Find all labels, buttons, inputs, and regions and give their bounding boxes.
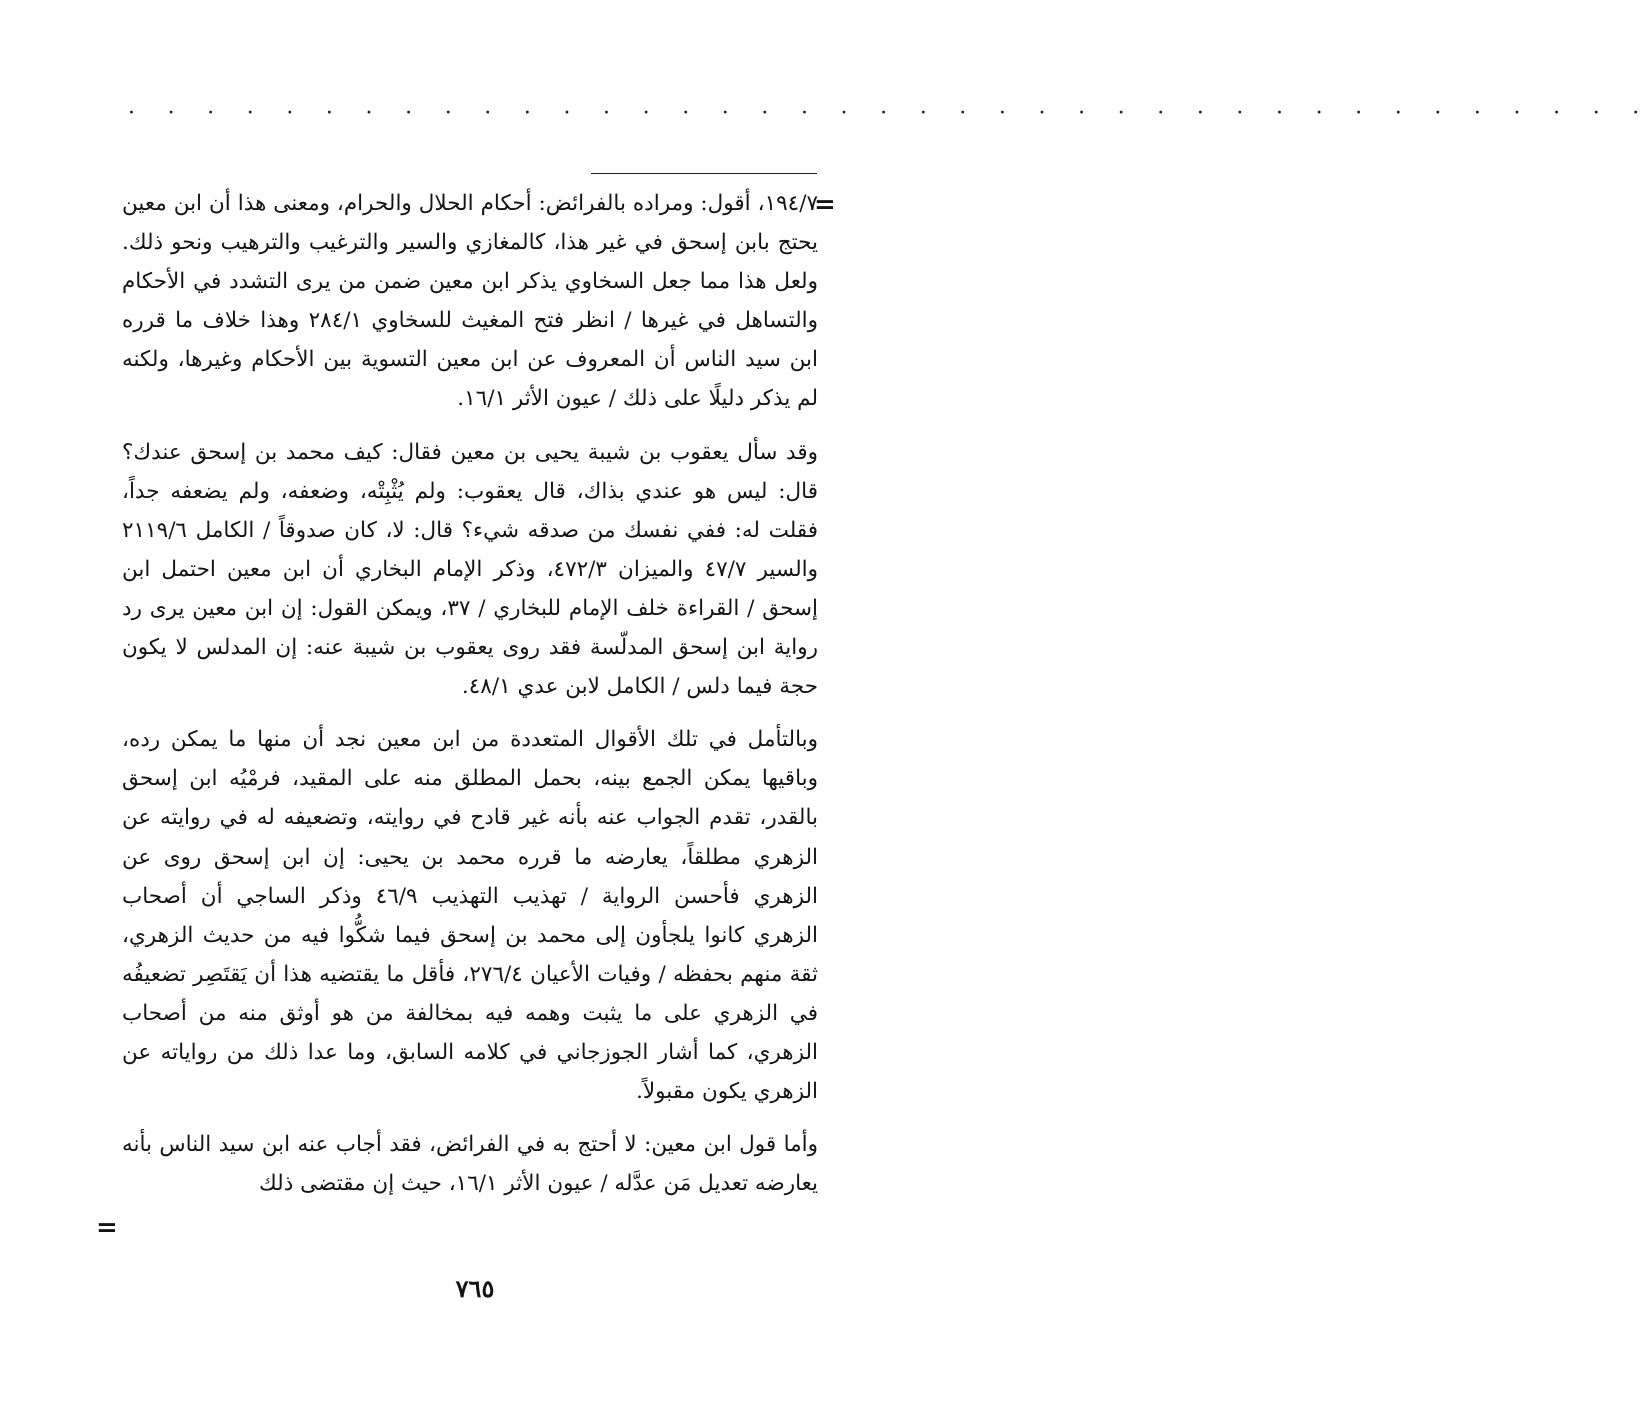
continuation-mark-start: = xyxy=(814,190,836,220)
footnote-text xyxy=(122,184,818,1203)
paragraph-1: ١٩٤/٧، أقول: ومراده بالفرائض: أحكام الحلال والحرام، ومعنى هذا أن ابن معين يحتج بابن إسحق في غير هذا، كالمغازي والسير والترغيب والترهيب ونحو ذلك. ولعل هذا مما جعل السخاوي يذكر ابن معين ضمن من يرى التشدد في الأحكام والتساهل في غيرها / انظر فتح المغيث للسخاوي ٢٨٤/١ وهذا خلاف ما قرره ابن سيد الناس أن المعروف عن ابن معين التسوية بين الأحكام وغيرها، ولكنه لم يذكر دليلًا على ذلك / عيون الأثر ١٦/١. xyxy=(122,191,819,412)
dotted-separator: · · · · · · · · · · · · · · · · · · · · · · · · · · · · · · · · · · · · · · · xyxy=(128,101,1652,126)
paragraph-4: وأما قول ابن معين: لا أحتج به في الفرائض، فقد أجاب عنه ابن سيد الناس بأنه يعارضه تعديل مَن عدَّله / عيون الأثر ١٦/١، حيث إن مقتضى ذلك xyxy=(122,1132,818,1197)
continuation-mark-end: = xyxy=(96,1213,118,1243)
footnote-rule xyxy=(591,173,817,174)
paragraph-3: وبالتأمل في تلك الأقوال المتعددة من ابن معين نجد أن منها ما يمكن رده، وباقيها يمكن الجمع بينه، بحمل المطلق منه على المقيد، فرمْيُه ابن إسحق بالقدر، تقدم الجواب عنه بأنه غير قادح في روايته، وتضعيفه له في روايته عن الزهري مطلقاً، يعارضه ما قرره محمد بن يحيى: إن ابن إسحق روى عن الزهري فأحسن الرواية / تهذيب التهذيب ٤٦/٩ وذكر الساجي أن أصحاب الزهري كانوا يلجأون إلى محمد بن إسحق فيما شكُّوا فيه من حديث الزهري، ثقة منهم بحفظه / وفيات الأعيان ٢٧٦/٤، فأقل ما يقتضيه هذا أن يَقتَصِر تضعيفُه في الزهري على ما يثبت وهمه فيه بمخالفة من هو أوثق منه من أصحاب الزهري، كما أشار الجوزجاني في كلامه السابق، وما عدا ذلك من رواياته عن الزهري يكون مقبولاً. xyxy=(122,727,818,1105)
paragraph-2: وقد سأل يعقوب بن شيبة يحيى بن معين فقال: كيف محمد بن إسحق عندك؟ قال: ليس هو عندي بذاك، قال يعقوب: ولم يُثْبِتْه، وضعفه، ولم يضعفه جداً، فقلت له: ففي نفسك من صدقه شيء؟ قال: لا، كان صدوقاً / الكامل ٢١١٩/٦ والسير ٤٧/٧ والميزان ٤٧٢/٣، وذكر الإمام البخاري أن ابن معين احتمل ابن إسحق / القراءة خلف الإمام للبخاري / ٣٧، ويمكن القول: إن ابن معين يرى رد رواية ابن إسحق المدلّسة فقد روى يعقوب بن شيبة عنه: إن المدلس لا يكون حجة فيما دلس / الكامل لابن عدي ٤٨/١. xyxy=(122,439,818,700)
page-number: ٧٦٥ xyxy=(455,1274,495,1303)
